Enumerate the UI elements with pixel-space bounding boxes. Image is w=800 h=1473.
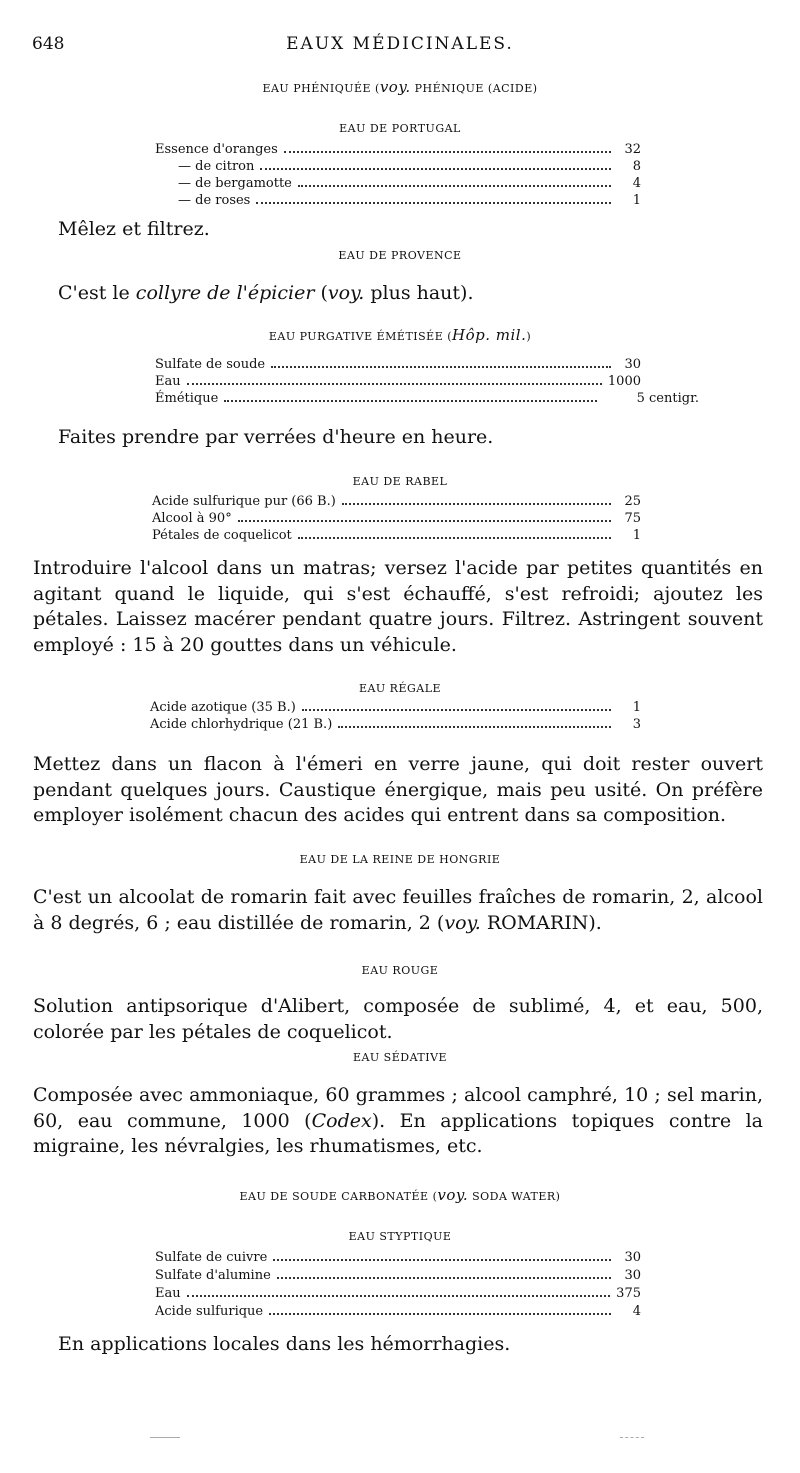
row-label: Acide sulfurique pur (66 B.) [152, 494, 336, 509]
row-label: Acide chlorhydrique (21 B.) [150, 717, 333, 732]
row-label: Sulfate de soude [155, 357, 266, 372]
row-label: Pétales de coquelicot [152, 528, 292, 543]
text-styptique: En applications locales dans les hémorrhagies. [58, 1333, 511, 1355]
text-portugal: Mêlez et filtrez. [58, 218, 210, 240]
table-row [155, 1302, 641, 1319]
heading-eau-de-portugal: EAU DE PORTUGAL [339, 122, 461, 135]
heading-eau-sedative: EAU SÉDATIVE [352, 1051, 448, 1064]
heading-eau-reine-hongrie: EAU DE LA REINE DE HONGRIE [299, 853, 501, 866]
table-row [155, 1248, 641, 1265]
row-value: 1000 [607, 374, 641, 389]
text-provence-4: voy. [327, 282, 365, 304]
text-provence-2: collyre de l'épicier [135, 282, 315, 304]
row-value: 30 [624, 1250, 641, 1265]
text-provence-1: C'est le [58, 282, 136, 304]
row-label: Acide sulfurique [155, 1304, 264, 1319]
table-row [152, 509, 641, 526]
heading-eau-soude-carbonatee [0, 1186, 800, 1204]
heading-eau-de-provence: EAU DE PROVENCE [338, 249, 462, 262]
heading-soude-a: EAU DE SOUDE CARBONATÉE ( [239, 1190, 438, 1203]
heading-eau-pheniquee-c: PHÉNIQUE (ACIDE) [410, 82, 538, 95]
table-row [178, 191, 641, 208]
heading-purgative-3: ) [526, 330, 532, 343]
text-hongrie-2: voy. [444, 911, 481, 934]
row-value: 30 [624, 357, 641, 372]
heading-soude-c: SODA WATER) [468, 1190, 561, 1203]
page-mark-right [620, 1437, 644, 1438]
table-row [155, 140, 641, 157]
row-value: 375 [616, 1286, 641, 1301]
heading-eau-pheniquee-a: EAU PHÉNIQUÉE ( [262, 82, 380, 95]
heading-purgative-1: EAU PURGATIVE ÉMÉTISÉE ( [268, 330, 453, 343]
text-sedative-2: Codex [311, 1109, 372, 1132]
heading-eau-rouge: EAU ROUGE [361, 964, 439, 977]
row-value: 1 [632, 700, 641, 715]
heading-purgative-2: Hôp. mil. [452, 326, 527, 344]
text-hongrie-4: ). [588, 911, 602, 934]
table-row [155, 372, 641, 389]
heading-eau-pheniquee-voy: voy. [379, 78, 411, 96]
table-row [178, 157, 641, 174]
row-value: 75 [624, 511, 641, 526]
heading-soude-voy: voy. [437, 1186, 469, 1204]
text-rabel: Introduire l'alcool dans un matras; versez l'acide par petites quantités en agitant quand le liquide, qui s'est échauffé, s'est refroidi; ajoutez les pétales. Laissez macérer pendant quatre jours. Filtrez. Astringent souvent employé : 15 à 20 gouttes dans un véhicule. [33, 557, 763, 656]
row-value: 1 [632, 193, 641, 208]
text-sedative-1: Composée avec ammoniaque, 60 grammes ; alcool camphré, 10 ; sel marin, 60, eau commune, 1000 ( [33, 1084, 763, 1132]
text-sedative-3: ). En applications topiques contre la migraine, les névralgies, les rhumatismes, etc. [33, 1109, 764, 1157]
row-label: Eau [155, 374, 181, 389]
row-label: Eau [155, 1286, 181, 1301]
text-hongrie [33, 885, 763, 936]
text-hongrie-1: C'est un alcoolat de romarin fait avec feuilles fraîches de romarin, 2, alcool à 8 degrés, 6 ; eau distillée de romarin, 2 ( [33, 886, 763, 934]
row-label: Sulfate d'alumine [155, 1268, 271, 1283]
heading-eau-styptique: EAU STYPTIQUE [348, 1230, 452, 1243]
row-value: 30 [624, 1268, 641, 1283]
row-label: Émétique [155, 391, 219, 406]
row-label: — de citron [178, 159, 255, 174]
row-label: — de roses [178, 193, 251, 208]
row-value: 4 [632, 176, 641, 191]
text-purgative: Faites prendre par verrées d'heure en heure. [58, 426, 494, 448]
row-value: 25 [624, 494, 641, 509]
text-provence-5: plus haut). [364, 282, 474, 304]
heading-eau-purgative [0, 326, 800, 344]
page-number: 648 [32, 34, 65, 54]
table-row [152, 526, 641, 543]
table-row [150, 715, 641, 732]
table-row [150, 698, 641, 715]
text-rouge: Solution antipsorique d'Alibert, composée de sublimé, 4, et eau, 500, colorée par les pétales de coquelicot. [33, 995, 763, 1043]
text-regale: Mettez dans un flacon à l'émeri en verre jaune, qui doit rester ouvert pendant quelques jours. Caustique énergique, mais peu usité. On préfère employer isolément chacun des acides qui entrent dans sa composition. [33, 753, 763, 826]
heading-eau-de-rabel: EAU DE RABEL [352, 475, 448, 488]
row-value: 8 [632, 159, 641, 174]
text-sedative [33, 1083, 763, 1160]
text-hongrie-3: ROMARIN [480, 911, 589, 934]
row-value: 4 [632, 1304, 641, 1319]
running-header: EAUX MÉDICINALES. [286, 34, 514, 54]
text-provence-3: ( [314, 282, 328, 304]
table-row [152, 492, 641, 509]
row-value: 32 [624, 142, 641, 157]
row-label: Acide azotique (35 B.) [150, 700, 296, 715]
row-label: Sulfate de cuivre [155, 1250, 268, 1265]
heading-eau-regale: EAU RÉGALE [358, 682, 442, 695]
table-row [155, 355, 641, 372]
row-label: Essence d'oranges [155, 142, 278, 157]
row-value: 1 [632, 528, 641, 543]
row-value: 5 centigr. [636, 391, 699, 406]
row-label: Alcool à 90° [152, 511, 232, 526]
table-row [155, 1266, 641, 1283]
page-mark-left [150, 1437, 180, 1438]
table-row [178, 174, 641, 191]
row-label: — de bergamotte [178, 176, 292, 191]
row-value: 3 [632, 717, 641, 732]
table-row [155, 389, 699, 406]
text-provence [58, 281, 474, 307]
heading-eau-pheniquee [0, 78, 800, 96]
table-row [155, 1284, 641, 1301]
